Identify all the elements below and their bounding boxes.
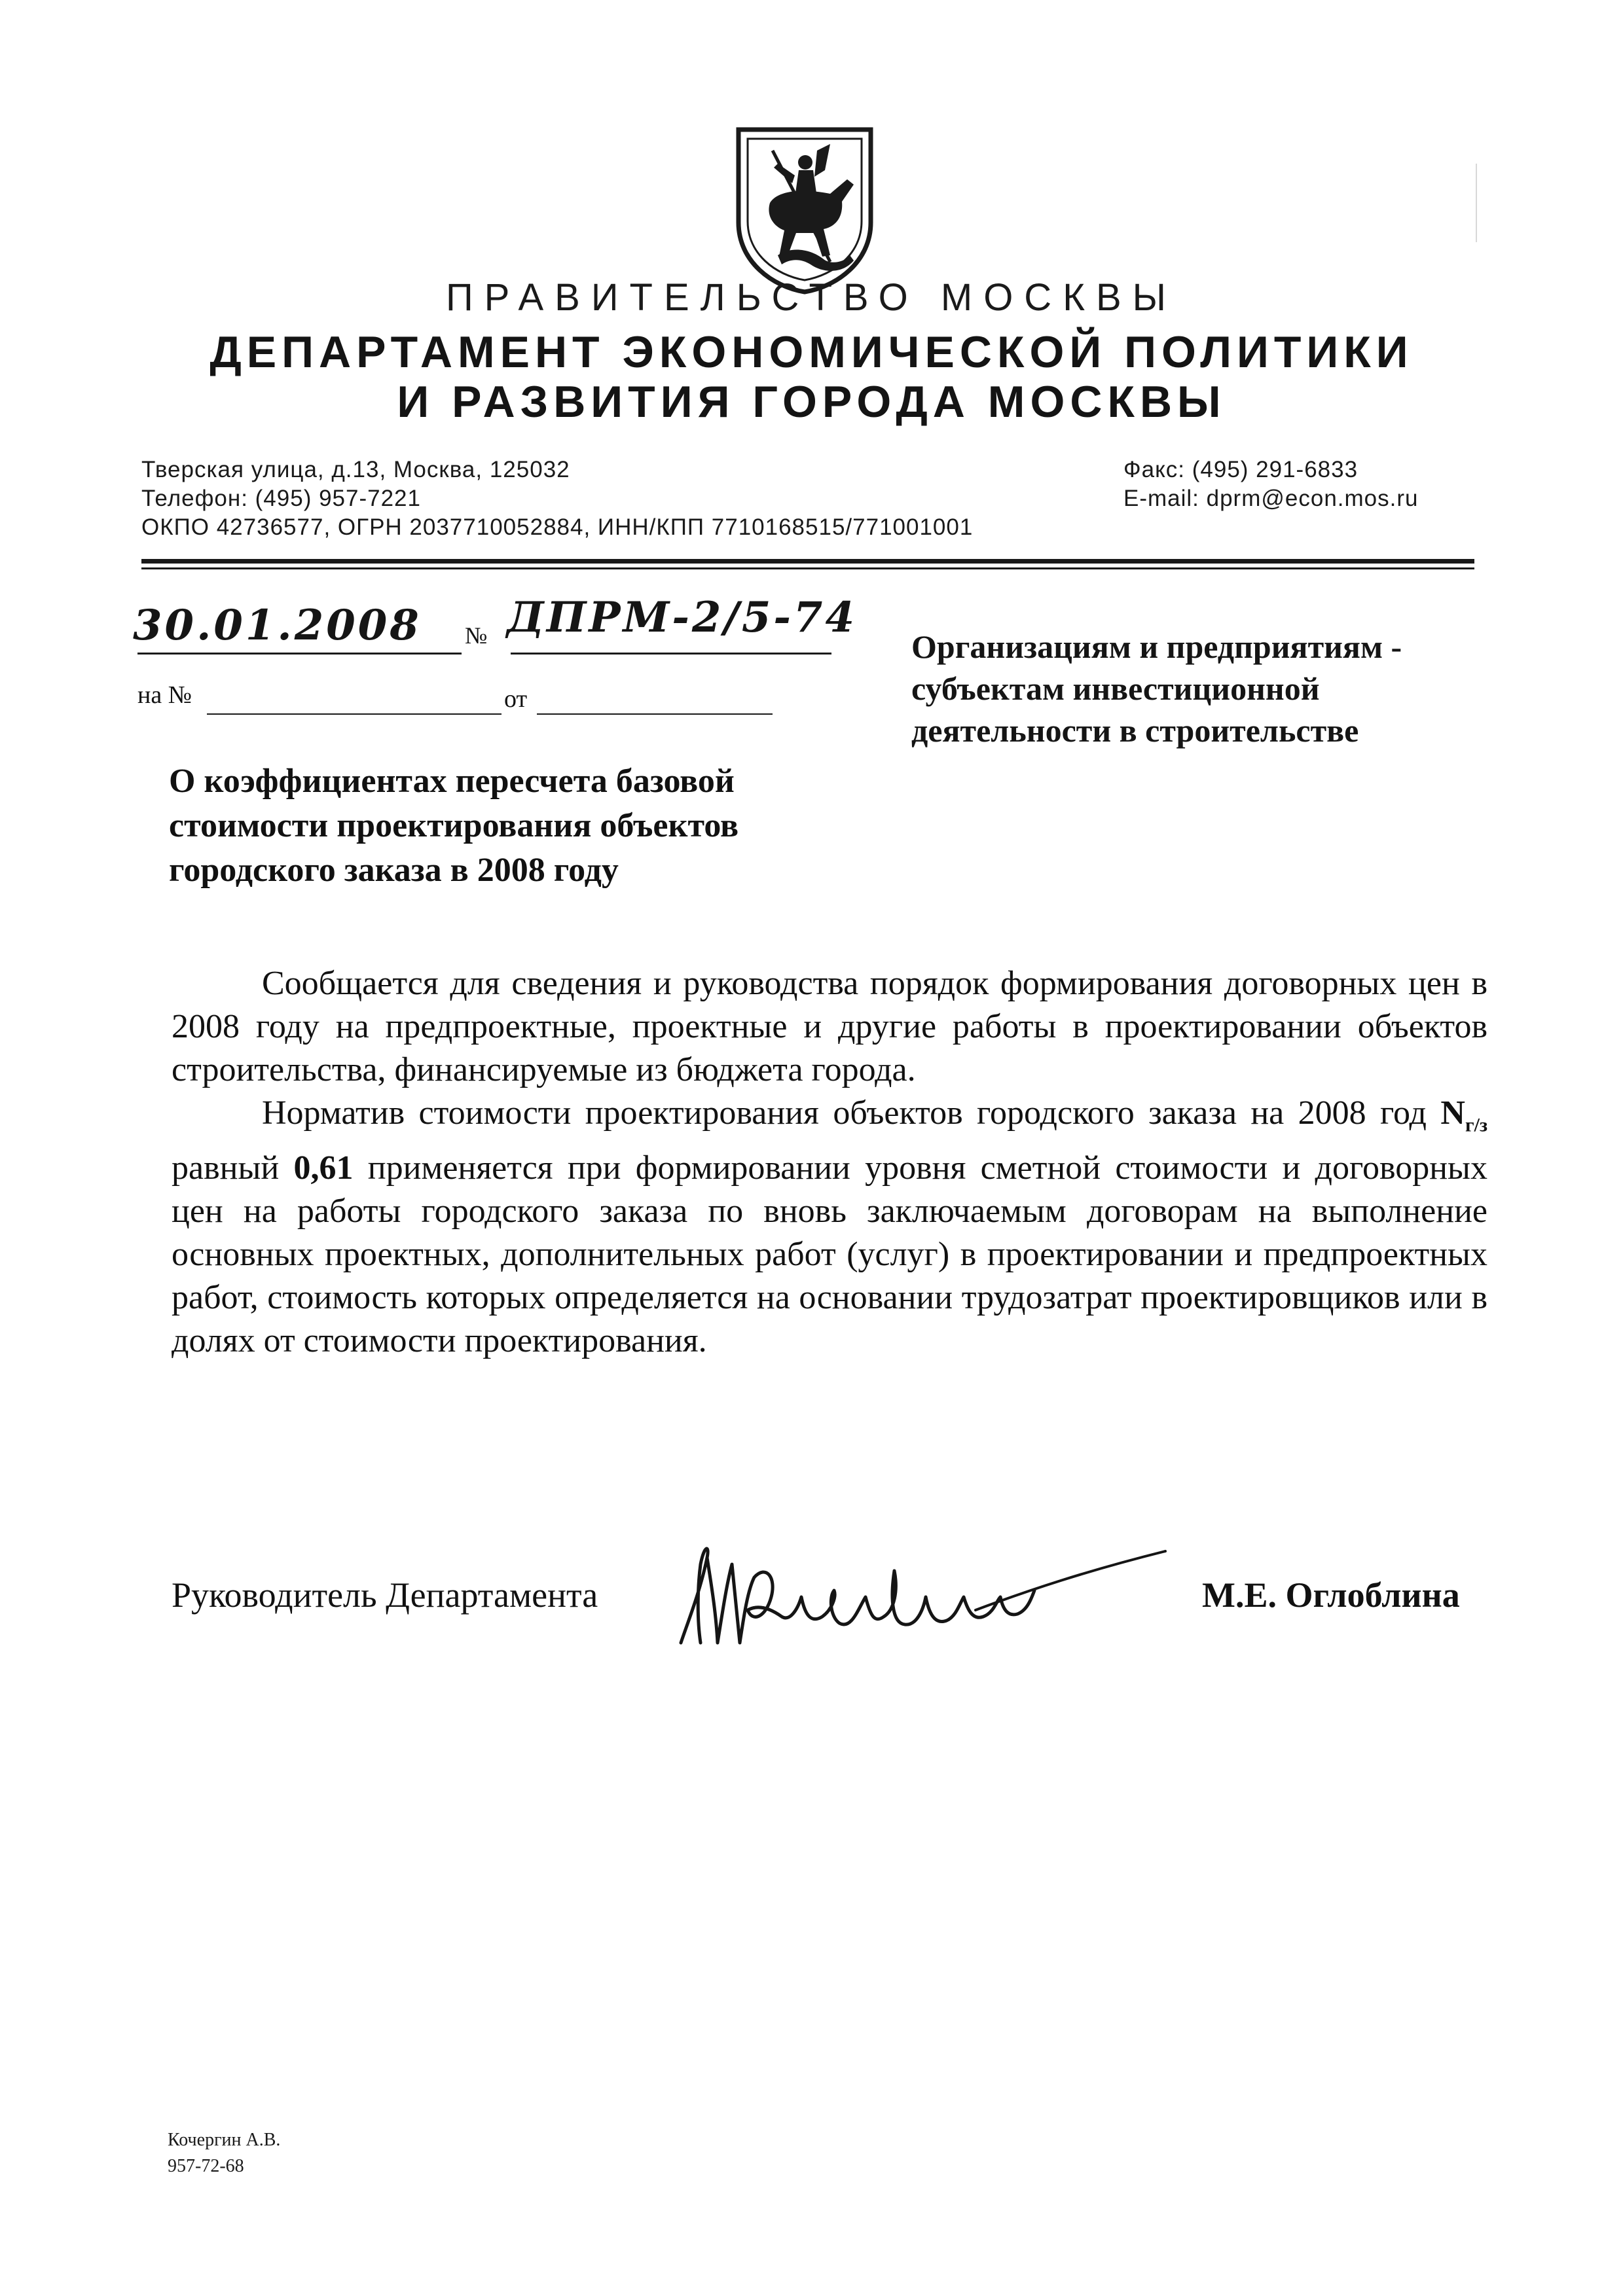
executor-name: Кочергин А.В. [168, 2130, 281, 2150]
signatory-name: М.Е. Оглоблина [1202, 1575, 1460, 1615]
reference-number-underline [207, 713, 501, 715]
margin-mark [1476, 164, 1477, 242]
reference-date-underline [537, 713, 773, 715]
department-title-line1: ДЕПАРТАМЕНТ ЭКОНОМИЧЕСКОЙ ПОЛИТИКИ [210, 327, 1413, 377]
addressee-line: деятельности в строительстве [911, 712, 1359, 749]
phone: Телефон: (495) 957-7221 [141, 486, 421, 511]
addressee-line: субъектам инвестиционной [911, 670, 1320, 707]
header-divider-thick [141, 559, 1474, 564]
reference-date-label: от [504, 685, 528, 713]
subject-line: городского заказа в 2008 году [169, 852, 619, 889]
normative-value: 0,61 [293, 1149, 354, 1187]
fax: Факс: (495) 291-6833 [1123, 457, 1359, 482]
body-paragraph: Сообщается для сведения и руководства порядок формирования договорных цен в 2008 году на предпроектные, проектные и другие работы в проектировании объектов строительства, финансируемые из бюджета города. [172, 965, 1487, 1088]
letter-body [172, 962, 1487, 1363]
handwritten-signature [661, 1518, 1185, 1669]
header-divider-thin [141, 567, 1474, 569]
government-title: ПРАВИТЕЛЬСТВО МОСКВЫ [445, 276, 1178, 319]
number-underline [511, 653, 831, 655]
letter-subject [169, 759, 837, 893]
date-underline [137, 653, 462, 655]
email-link[interactable]: E-mail: dprm@econ.mos.ru [1123, 486, 1419, 511]
addressee-line: Организациям и предприятиям - [911, 628, 1402, 665]
subject-line: стоимости проектирования объектов [169, 807, 739, 844]
number-sign: № [465, 622, 488, 649]
department-title-line2: И РАЗВИТИЯ ГОРОДА МОСКВЫ [397, 377, 1226, 427]
executor-phone: 957-72-68 [168, 2156, 244, 2176]
body-paragraph: Норматив стоимости проектирования объектов городского заказа на 2008 год $N_{г/з}$ равный 0,61 применяется при формировании уровня сметной стоимости и договорных цен на работы городского заказа по вновь заключаемым договорам на выполнение основных проектных, дополнительных работ (услуг) в проектировании и предпроектных работ, стоимость которых определяется на основании трудозатрат проектировщиков или в долях от стоимости проектирования. [172, 1094, 1487, 1360]
addressee [911, 626, 1501, 751]
handwritten-date: 30.01.2008 [133, 601, 422, 650]
requisites-right [1123, 456, 1418, 513]
subject-line: О коэффициентах пересчета базовой [169, 762, 735, 800]
moscow-coat-of-arms-icon [732, 124, 877, 296]
handwritten-number: ДПРМ-2/5-74 [507, 593, 857, 642]
signatory-title: Руководитель Департамента [172, 1575, 598, 1615]
requisites-left [141, 456, 973, 542]
normative-symbol: $N_{г/з}$ [1440, 1094, 1487, 1136]
registration-codes: ОКПО 42736577, ОГРН 2037710052884, ИНН/КПП 7710168515/771001001 [141, 514, 974, 540]
executor-info [168, 2127, 280, 2179]
reference-number-label: на № [137, 681, 192, 709]
address: Тверская улица, д.13, Москва, 125032 [141, 457, 570, 482]
